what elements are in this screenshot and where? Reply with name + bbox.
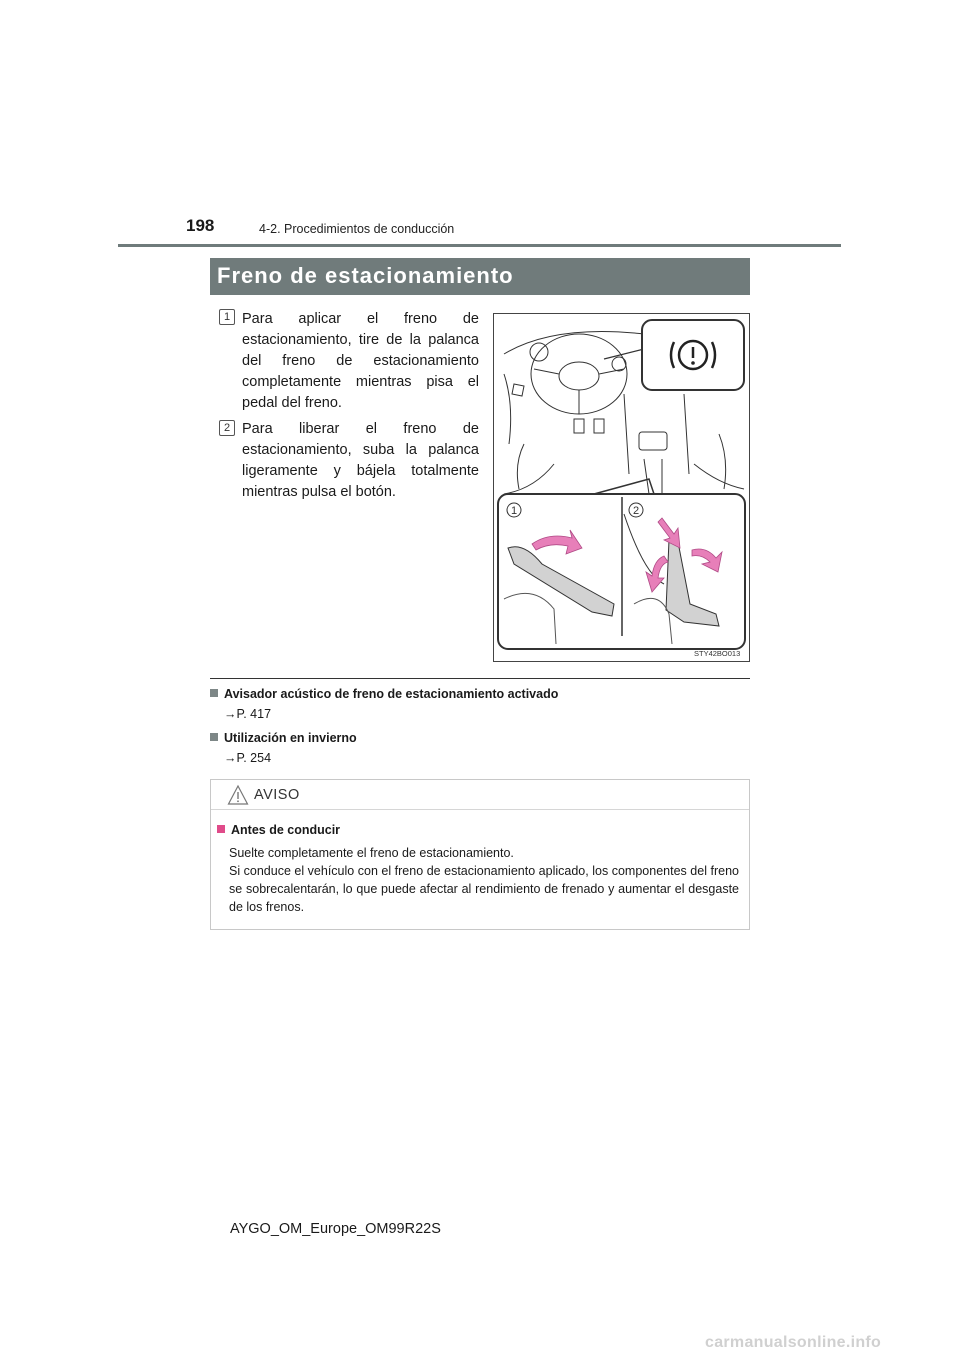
step-1-badge: 1 [219,309,235,325]
warning-body [229,844,739,916]
warning-header-rule [211,809,749,810]
note-reference: →P. 417 [224,707,272,721]
parking-brake-illustration [493,313,750,662]
header-rule [118,244,841,247]
note-bullet-square [210,733,218,741]
step-1-text: Para aplicar el freno de estacionamiento, tire de la palanca del freno de estacionamiento completamente mientras pisa el pedal del freno. [242,311,479,411]
page-number: 198 [186,216,215,235]
step-2-badge: 2 [219,420,235,436]
watermark: carmanualsonline.info [705,1334,882,1351]
callout-2-label: 2 [632,505,640,517]
section-divider [210,678,750,679]
warning-bullet-square [217,825,225,833]
note-title: Avisador acústico de freno de estacionamiento activado [224,687,559,701]
warning-box [210,779,750,930]
warning-label: AVISO [254,787,300,803]
warning-subtitle [217,823,340,837]
footer-document-code: AYGO_OM_Europe_OM99R22S [230,1221,441,1237]
note-reference: →P. 254 [224,751,272,765]
warning-line-1: Suelte completamente el freno de estacionamiento. [229,846,514,860]
illustration-drawing [494,314,749,661]
warning-line-2: Si conduce el vehículo con el freno de estacionamiento aplicado, los componentes del freno se sobrecalentarán, lo que puede afectar al rendimiento de frenado y aumentar el desgaste de los frenos. [229,864,739,914]
note-winter-use [210,731,357,745]
callout-1-label: 1 [510,505,518,517]
callout-line-warning [604,349,644,359]
section-title: Freno de estacionamiento [210,258,750,295]
note-bullet-square [210,689,218,697]
warning-triangle-icon [227,784,249,806]
step-2-text: Para liberar el freno de estacionamiento, suba la palanca ligeramente y bájela totalmente mientras pulsa el botón. [242,421,479,500]
note-parking-brake-buzzer [210,687,558,701]
note-title: Utilización en invierno [224,731,357,745]
illustration-code: STY42BO013 [694,649,741,658]
warning-subtitle-text: Antes de conducir [231,823,341,837]
section-header: 4-2. Procedimientos de conducción [259,222,455,236]
